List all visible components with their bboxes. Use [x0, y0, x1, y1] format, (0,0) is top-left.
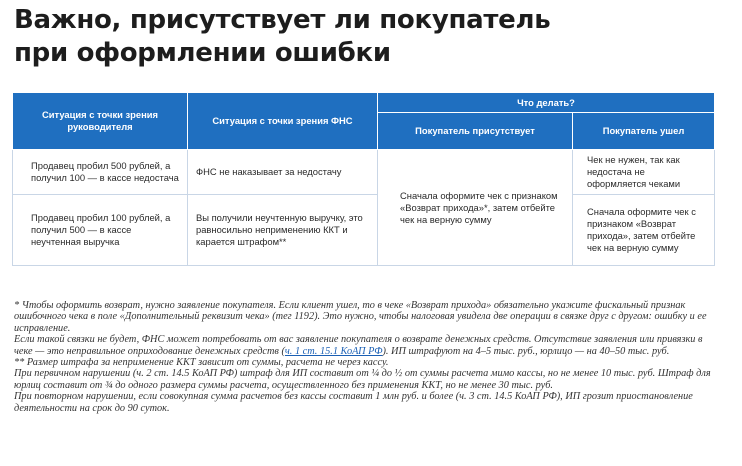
header-fns-view: Ситуация с точки зрения ФНС — [188, 93, 378, 150]
footnote-fine-size: ** Размер штрафа за неприменение ККТ зависит от суммы, расчета не через кассу. — [14, 357, 389, 369]
cell-fns-view: Вы получили неучтенную выручку, это равносильно неприменению ККТ и карается штрафом** — [188, 195, 378, 266]
page-title — [14, 4, 734, 70]
footnote-return-statement: * Чтобы оформить возврат, нужно заявление покупателя. Если клиент ушел, то в чеке «Возврат прихода» обязательно укажите фискальный признак ошибочного чека в поле «Дополнительный реквизит чека» (тег 1192). Это нужно, чтобы налоговая увидела две операции в связке друг с другом: ошибку и ее исправление. — [14, 300, 707, 334]
header-buyer-left: Покупатель ушел — [573, 113, 715, 150]
cell-manager-view: Продавец пробил 500 рублей, а получил 100 — в кассе недостача — [13, 150, 188, 195]
table-row — [13, 150, 715, 195]
title-line-1: Важно, присутствует ли покупатель — [14, 5, 551, 35]
cell-buyer-left-action: Сначала оформите чек с признаком «Возврат прихода», затем отбейте чек на верную сумму — [573, 195, 715, 266]
footnote-no-link-penalty: Если такой связки не будет, ФНС может потребовать от вас заявление покупателя о возврате денежных средств. Отсутствие заявления или привязки в чеке — это неправильное оприходование денежных средств (ч. 1 ст. 15.1 КоАП РФ). ИП штрафуют на 4–5 тыс. руб., юрлицо — на 40–50 тыс. руб. — [14, 334, 703, 357]
title-line-2: при оформлении ошибки — [14, 38, 391, 68]
koap-article-link[interactable]: ч. 1 ст. 15.1 КоАП РФ — [284, 345, 383, 357]
cell-fns-view: ФНС не наказывает за недостачу — [188, 150, 378, 195]
header-what-to-do: Что делать? — [378, 93, 715, 113]
cell-buyer-left-action: Чек не нужен, так как недостача не оформляется чеками — [573, 150, 715, 195]
cell-buyer-present-action: Сначала оформите чек с признаком «Возврат прихода»*, затем отбейте чек на верную сумму — [378, 150, 573, 266]
footnote-first-violation: При первичном нарушении (ч. 2 ст. 14.5 КоАП РФ) штраф для ИП составит от ¼ до ½ от суммы расчета мимо кассы, но не менее 10 тыс. руб. Штраф для юрлиц составит от ¾ до одного размера суммы расчета, осуществленного без применения ККТ, но не менее 30 тыс. руб. — [14, 368, 711, 391]
table-header-row — [13, 93, 715, 113]
header-buyer-present: Покупатель присутствует — [378, 113, 573, 150]
table-row — [13, 195, 715, 266]
comparison-table — [12, 92, 715, 266]
cell-manager-view: Продавец пробил 100 рублей, а получил 500 — в кассе неучтенная выручка — [13, 195, 188, 266]
footnote-repeat-violation: При повторном нарушении, если совокупная сумма расчетов без кассы составит 1 млн руб. и более (ч. 3 ст. 14.5 КоАП РФ), ИП грозит приостановление деятельности на срок до 90 суток. — [14, 391, 693, 414]
header-manager-view: Ситуация с точки зрения руководителя — [13, 93, 188, 150]
footnotes — [14, 300, 719, 414]
